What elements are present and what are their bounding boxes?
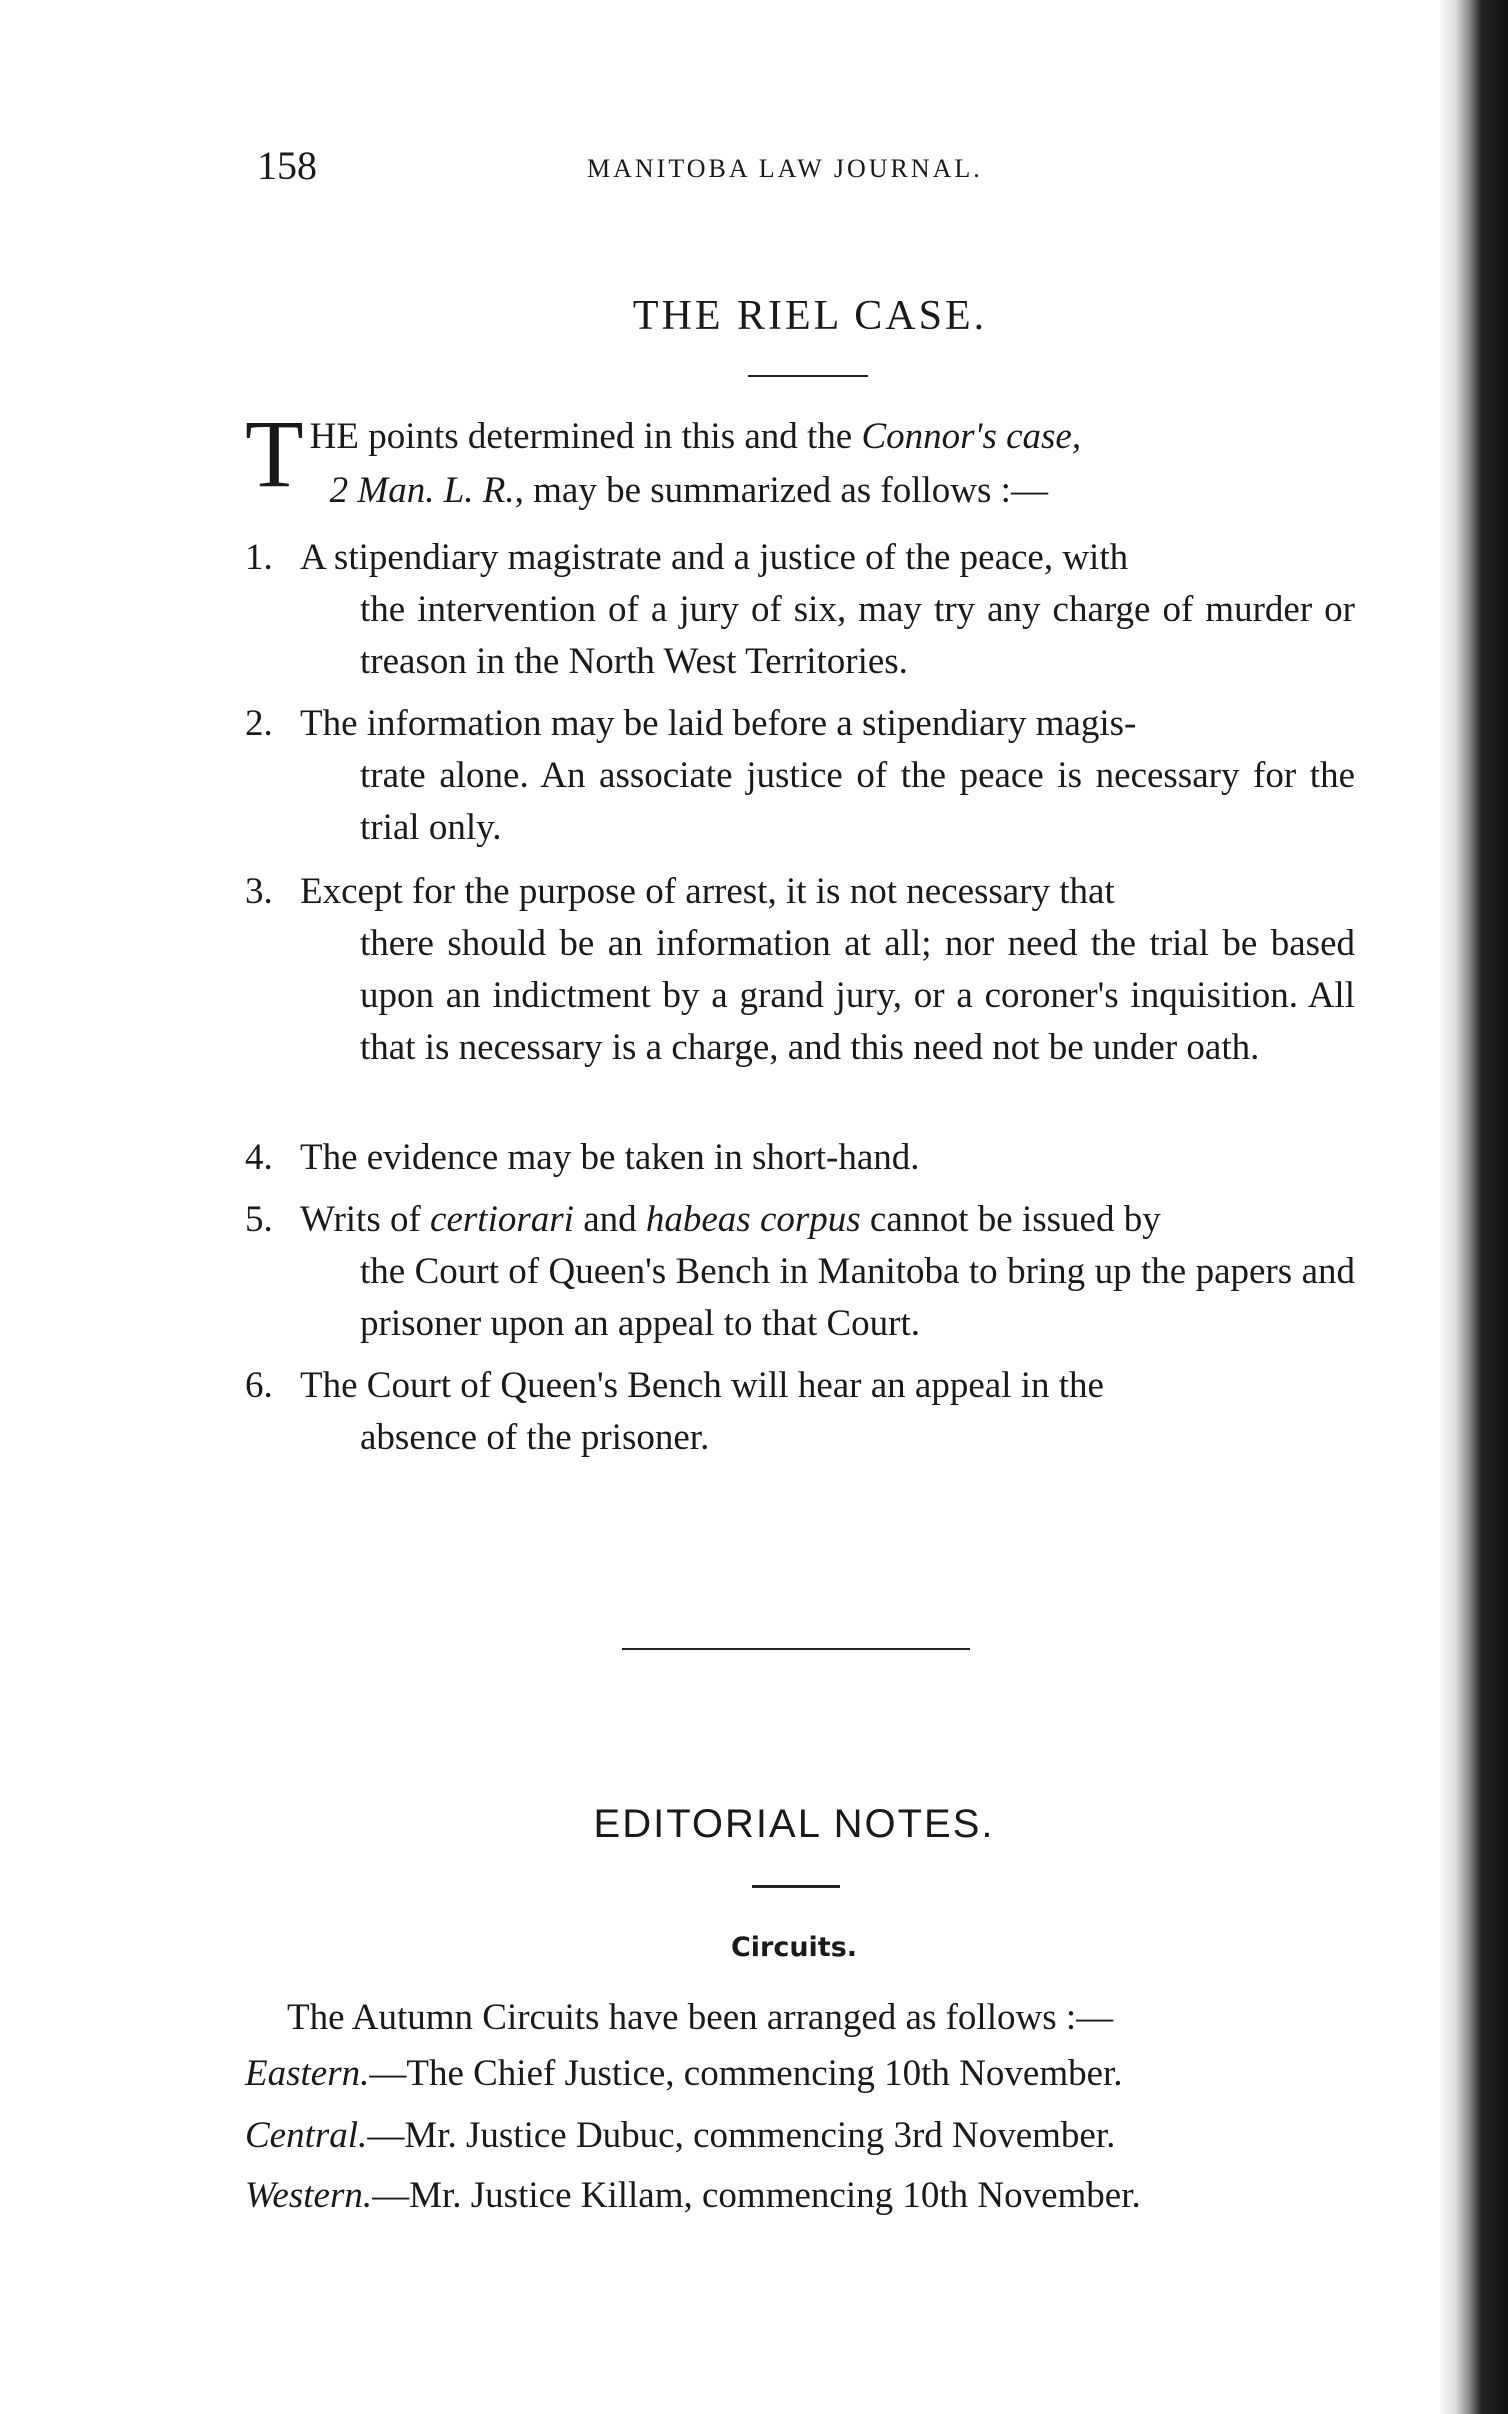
point-1 [245,532,1355,688]
title-rule [748,375,868,377]
point-number: 4. [245,1137,273,1178]
point-first-line: The evidence may be taken in short-hand. [300,1137,920,1178]
circuit-detail: —The Chief Justice, commencing 10th November. [369,2053,1123,2094]
circuit-western [245,2174,1365,2217]
point-rest: the Court of Queen's Bench in Manitoba to bring up the papers and prisoner upon an appeal to that Court. [360,1251,1355,1344]
circuit-detail: —Mr. Justice Killam, commencing 10th November. [372,2175,1141,2216]
point-4 [245,1132,1355,1184]
point-number: 6. [245,1365,273,1406]
point-first-line: Except for the purpose of arrest, it is not necessary that [300,871,1115,912]
page-number: 158 [257,143,317,188]
intro-text-before: HE points determined in this and the [309,416,862,457]
intro-text-after: , may be summarized as follows :— [514,470,1048,511]
running-head [0,142,1508,192]
point-first-line: A stipendiary magistrate and a justice of the peace, with [300,537,1129,578]
point-rest: trate alone. An associate justice of the peace is necessary for the trial only. [360,755,1355,848]
citation: 2 Man. L. R. [329,470,515,511]
certiorari-term: certiorari [430,1199,574,1240]
point-number: 2. [245,703,273,744]
habeas-corpus-term: habeas corpus [645,1199,861,1240]
point-first-line: The information may be laid before a stipendiary magis- [300,703,1137,744]
circuit-eastern [245,2052,1365,2095]
circuit-central [245,2114,1365,2157]
point-3 [245,866,1355,1074]
dropcap: T [245,400,304,507]
circuits-intro: The Autumn Circuits have been arranged as follows :— [287,1997,1114,2038]
binding-shadow [1438,0,1508,2414]
editorial-rule [752,1885,840,1888]
circuit-detail: —Mr. Justice Dubuc, commencing 3rd November. [367,2115,1116,2156]
point-5: 5. Writs of certiorari and habeas corpus cannot be issued by the Court of Queen's Bench in Manitoba to bring up the papers and prisoner upon an appeal to that Court. [245,1194,1355,1350]
point-rest: there should be an information at all; nor need the trial be based upon an indictment by a grand jury, or a coroner's inquisition. All that is necessary is a charge, and this need not be under oath. [360,923,1355,1068]
point-rest: the intervention of a jury of six, may try any charge of murder or treason in the North West Territories. [360,589,1355,682]
case-name: Connor's case, [861,416,1082,457]
circuit-region: Western. [245,2175,373,2216]
point-first-line: The Court of Queen's Bench will hear an appeal in the [300,1365,1104,1406]
circuit-region: Central. [245,2115,368,2156]
point-number: 1. [245,537,273,578]
circuit-region: Eastern. [245,2053,370,2094]
journal-title: MANITOBA LAW JOURNAL. [587,154,983,183]
article-title: THE RIEL CASE. [632,293,988,339]
editorial-title: EDITORIAL NOTES. [593,1802,995,1846]
point-2 [245,698,1355,854]
editorial-subtitle: Circuits. [730,1932,858,1963]
point-number: 5. [245,1199,273,1240]
point-rest: absence of the prisoner. [360,1417,710,1458]
point-number: 3. [245,871,273,912]
section-divider [622,1648,970,1650]
point-6 [245,1360,1355,1464]
article-intro [245,400,1365,518]
